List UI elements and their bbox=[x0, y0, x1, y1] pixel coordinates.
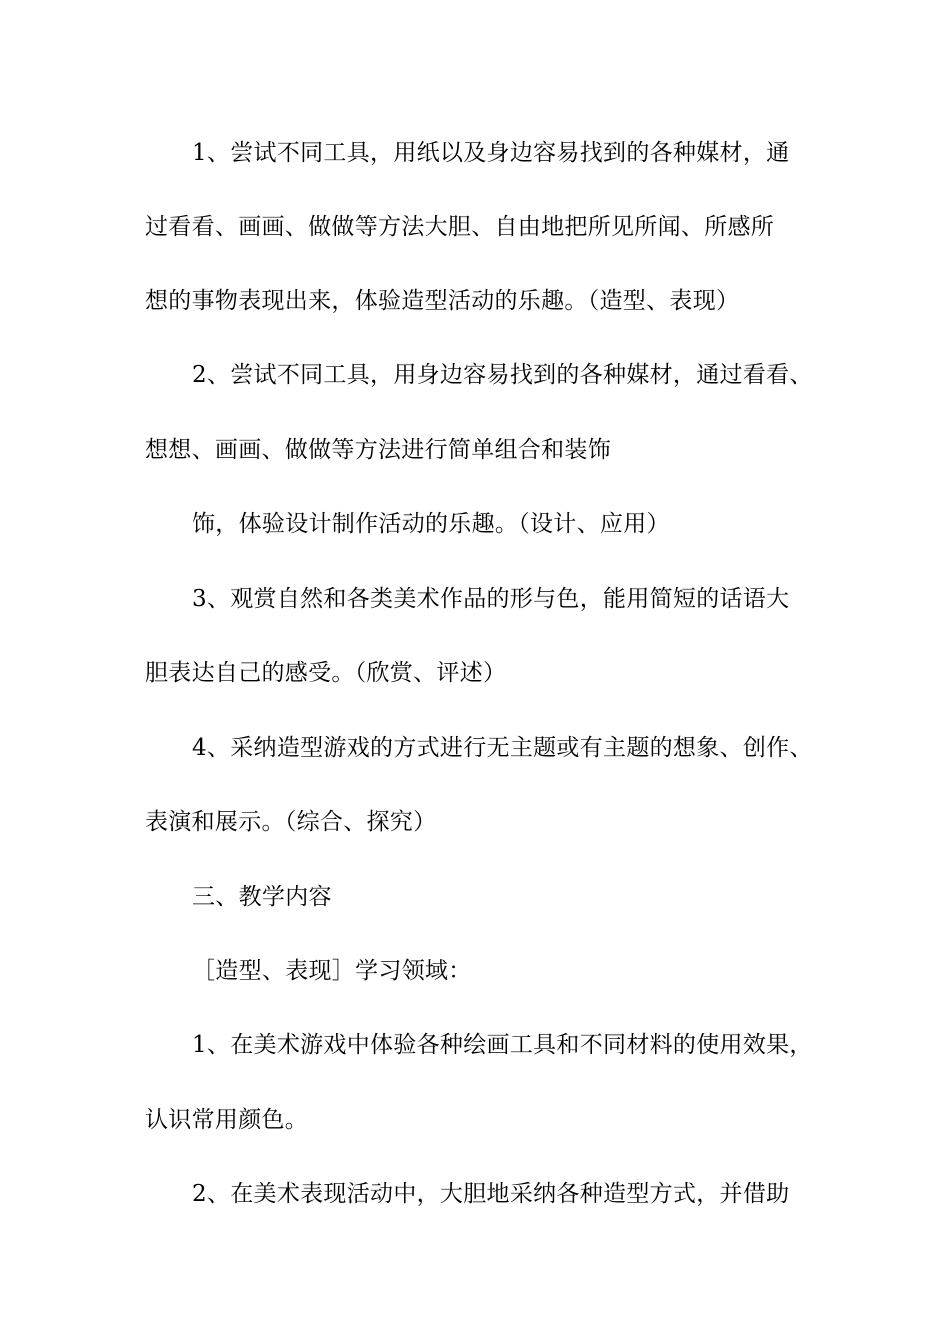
paragraph-line-15: 2、在美术表现活动中，大胆地采纳各种造型方式，并借助 bbox=[192, 1181, 790, 1207]
paragraph-line-1: 1、尝试不同工具，用纸以及身边容易找到的各种媒材，通 bbox=[192, 140, 790, 166]
paragraph-line-3: 想的事物表现出来，体验造型活动的乐趣。（造型、表现） bbox=[145, 288, 740, 314]
paragraph-line-4: 2、尝试不同工具，用身边容易找到的各种媒材，通过看看、 bbox=[192, 362, 813, 388]
paragraph-line-6: 饰，体验设计制作活动的乐趣。（设计、应用） bbox=[192, 511, 670, 537]
subsection-heading: ［造型、表现］学习领域： bbox=[192, 958, 472, 984]
paragraph-line-8: 胆表达自己的感受。（欣赏、评述） bbox=[145, 660, 507, 686]
paragraph-line-9: 4、采纳造型游戏的方式进行无主题或有主题的想象、创作、 bbox=[192, 735, 813, 761]
paragraph-line-14: 认识常用颜色。 bbox=[145, 1107, 309, 1133]
paragraph-line-13: 1、在美术游戏中体验各种绘画工具和不同材料的使用效果， bbox=[192, 1032, 813, 1058]
paragraph-line-5: 想想、画画、做做等方法进行简单组合和装饰 bbox=[145, 437, 611, 463]
section-heading: 三、教学内容 bbox=[192, 884, 332, 910]
paragraph-line-2: 过看看、画画、做做等方法大胆、自由地把所见所闻、所感所 bbox=[145, 214, 775, 240]
paragraph-line-10: 表演和展示。（综合、探究） bbox=[145, 809, 437, 835]
paragraph-line-7: 3、观赏自然和各类美术作品的形与色，能用简短的话语大 bbox=[192, 586, 790, 612]
